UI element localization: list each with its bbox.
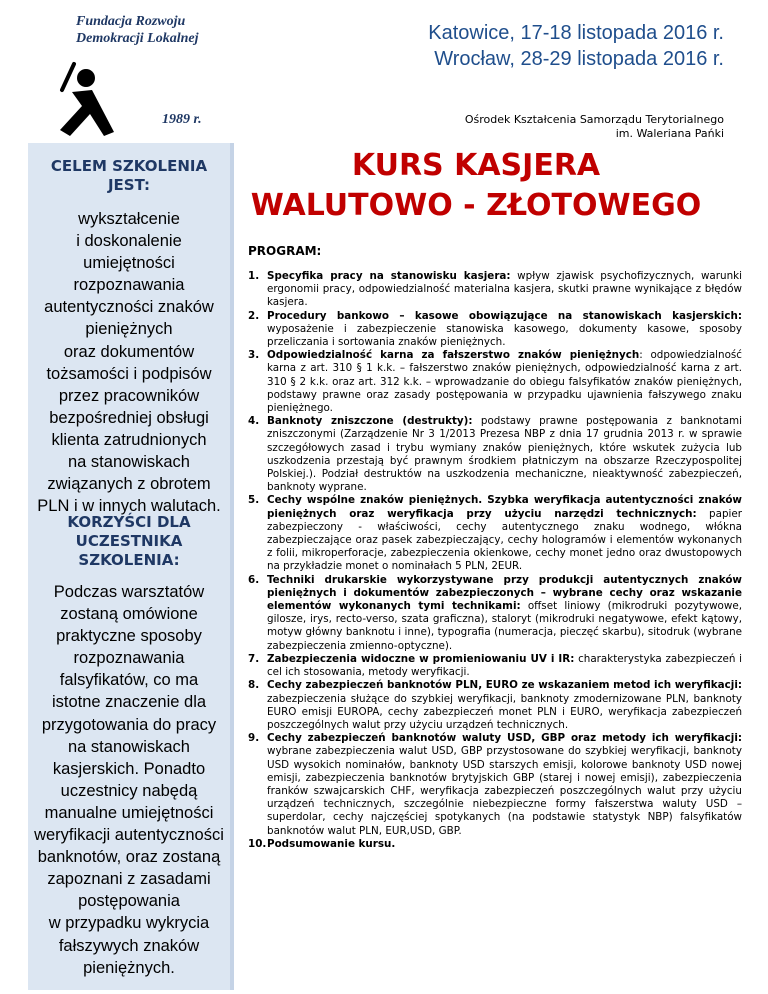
item-heading: Banknoty zniszczone (destrukty):: [267, 415, 473, 428]
date-line: Wrocław, 28-29 listopada 2016 r.: [434, 48, 724, 70]
item-number: 8.: [248, 679, 260, 692]
organizer-line: im. Waleriana Pańki: [615, 127, 724, 140]
program-item: [248, 574, 742, 653]
item-text: wybrane zabezpieczenia walut USD, GBP przystosowane do szybkiej weryfikacji, banknoty USD wysokich nominałów, banknoty USD starszych emisji, kolorowe banknoty USD nowej emisji, zabezpieczenia banknotów brytyjskich GBP (starej i nowej emisji), zabezpieczenia franków szwajcarskich CHF, weryfikacja zabezpieczeń poszczególnych walut przy użyciu urządzeń technicznych, szczególnie niebezpieczne formy fałszerstwa waluty USD – superdolar, cechy najczęściej spotykanych (na podstawie statystyk NBP) falsyfikatów banknotów walut PLN, EUR,USD, GBP.: [267, 745, 742, 837]
event-dates: [428, 20, 724, 72]
item-heading: Cechy zabezpieczeń banknotów PLN, EURO ze wskazaniem metod ich weryfikacji:: [267, 679, 742, 692]
item-heading: Zabezpieczenia widoczne w promieniowaniu UV i IR:: [267, 652, 575, 665]
item-text: : odpowiedzialność karna z art. 310 § 1 k.k. – fałszerstwo znaków pieniężnych, odpowiedzialność karna z art. 310 § 2 k.k. oraz art. 312 k.k. – wprowadzanie do obiegu falsyfikatów znaków pieniężnych, podstawy prawne oraz zasady postępowania w przypadku ujawnienia fałszywego znaku pieniężnego.: [267, 349, 742, 415]
item-number: 2.: [248, 309, 260, 322]
item-text: wpływ zjawisk psychofizycznych, warunki ergonomii pracy, odpowiedzialność materialna kasjera, skutki prawne wynikające z błędów kasjera.: [267, 270, 742, 309]
item-heading: Odpowiedzialność karna za fałszerstwo znaków pieniężnych: [267, 349, 640, 362]
item-heading: Techniki drukarskie wykorzystywane przy produkcji autentycznych znaków pieniężnych i dokumentów zabezpieczonych – wybrane cechy oraz wskazanie elementów wykonanych tymi technikami:: [267, 573, 742, 613]
item-text: wyposażenie i zabezpieczenie stanowiska kasowego, dokumenty kasowe, sposoby przeliczania i sortowania znaków pieniężnych.: [267, 322, 742, 349]
program-item: [248, 679, 742, 732]
program-item: [248, 732, 742, 838]
item-number: 5.: [248, 494, 260, 507]
program-list: [248, 270, 742, 851]
foundation-logo: [44, 10, 236, 138]
program-item: [248, 270, 742, 310]
program-item: [248, 838, 742, 851]
organizer: [465, 113, 724, 141]
item-number: 7.: [248, 652, 260, 665]
goal-text: wykształcenie i doskonalenie umiejętności rozpoznawania autentyczności znaków pieniężnych oraz dokumentów tożsamości i podpisów przez pracowników bezpośredniej obsługi klienta zatrudnionych na stanowiskach związanych z obrotem PLN i w innych walutach.: [37, 210, 221, 516]
logo-name-line1: Fundacja Rozwoju: [76, 14, 186, 29]
item-number: 6.: [248, 573, 260, 586]
item-text: zabezpieczenia służące do szybkiej weryfikacji, banknoty zmodernizowane PLN, banknoty EURO emisji EUROPA, cechy zabezpieczeń monet PLN i EURO, weryfikacja zabezpieczeń poszczególnych walut przy użyciu urządzeń technicznych.: [267, 692, 742, 731]
goal-heading: CELEM SZKOLENIA JEST:: [50, 157, 208, 194]
date-line: Katowice, 17-18 listopada 2016 r.: [428, 22, 724, 44]
item-number: 1.: [248, 270, 260, 282]
program-item: [248, 349, 742, 415]
course-title: KURS KASJERA WALUTOWO - ZŁOTOWEGO: [250, 148, 702, 223]
item-number: 9.: [248, 732, 260, 745]
program-label: PROGRAM:: [248, 244, 322, 258]
item-number: 3.: [248, 349, 260, 362]
item-heading: Cechy wspólne znaków pieniężnych. Szybka weryfikacja autentyczności znaków pieniężnych oraz weryfikacja przy użyciu narzędzi technicznych:: [267, 494, 742, 520]
item-heading: Podsumowanie kursu.: [267, 837, 396, 850]
item-heading: Procedury bankowo – kasowe obowiązujące na stanowiskach kasjerskich:: [267, 309, 742, 322]
item-text: charakterystyka zabezpieczeń i cel ich stosowania, metody weryfikacji.: [267, 652, 742, 679]
logo-year: 1989 r.: [162, 112, 202, 127]
benefit-text: Podczas warsztatów zostaną omówione praktyczne sposoby rozpoznawania falsyfikatów, co ma istotne znaczenie dla przygotowania do pracy na stanowiskach kasjerskich. Ponadto uczestnicy nabędą manualne umiejętności weryfikacji autentyczności banknotów, oraz zostaną zapoznani z zasadami postępowania w przypadku wykrycia fałszywych znaków pieniężnych.: [34, 583, 224, 977]
item-heading: Cechy zabezpieczeń banknotów waluty USD, GBP oraz metody ich weryfikacji:: [267, 732, 742, 745]
organizer-line: Ośrodek Kształcenia Samorządu Terytorialnego: [464, 113, 724, 126]
program-item: [248, 415, 742, 494]
item-text: podstawy prawne postępowania z banknotami zniszczonymi (Zarządzenie Nr 3 1/2013 Prezesa NBP z dnia 17 grudnia 2013 r. w sprawie szczegółowych zasad i trybu wymiany znaków pieniężnych, które wskutek zużycia lub uszkodzenia przestają być prawnym środkiem płatniczym na obszarze Rzeczypospolitej Polskiej.). Podział destruktów na uszkodzenia mechaniczne, nieaktywność zabezpieczeń, banknoty wyprane.: [267, 415, 742, 494]
item-number: 10.: [248, 837, 267, 850]
item-heading: Specyfika pracy na stanowisku kasjera:: [267, 270, 511, 282]
program-item: [248, 494, 742, 573]
item-number: 4.: [248, 415, 260, 428]
person-figure-icon: [44, 40, 154, 140]
item-text: offset liniowy (mikrodruki pozytywowe, gilosze, irys, recto-verso, szata graficzna), staloryt (mikrodruki negatywowe, efekt kątowy, motyw główny banknotu i inne), typografia (numeracja, pieczęć skarbu), sitodruk (wybrane zabezpieczenia zmienno-optyczne).: [267, 600, 742, 652]
program-item: [248, 310, 742, 350]
item-text: papier zabezpieczony - właściwości, cechy autentycznego znaku wodnego, włókna zabezpieczające oraz pasek zabezpieczający, cechy hologramów i elementów wykonanych z folii, mikroperforacje, zabezpieczenia okienkowe, cechy monet jedno oraz dwustopowych na przykładzie monet o nominałach 5 PLN, 2EUR.: [267, 507, 743, 573]
sidebar: [28, 143, 230, 990]
logo-name-line2: Demokracji Lokalnej: [76, 31, 199, 46]
benefit-heading: KORZYŚCI DLA UCZESTNIKA SZKOLENIA:: [67, 513, 191, 569]
program-item: [248, 653, 742, 679]
